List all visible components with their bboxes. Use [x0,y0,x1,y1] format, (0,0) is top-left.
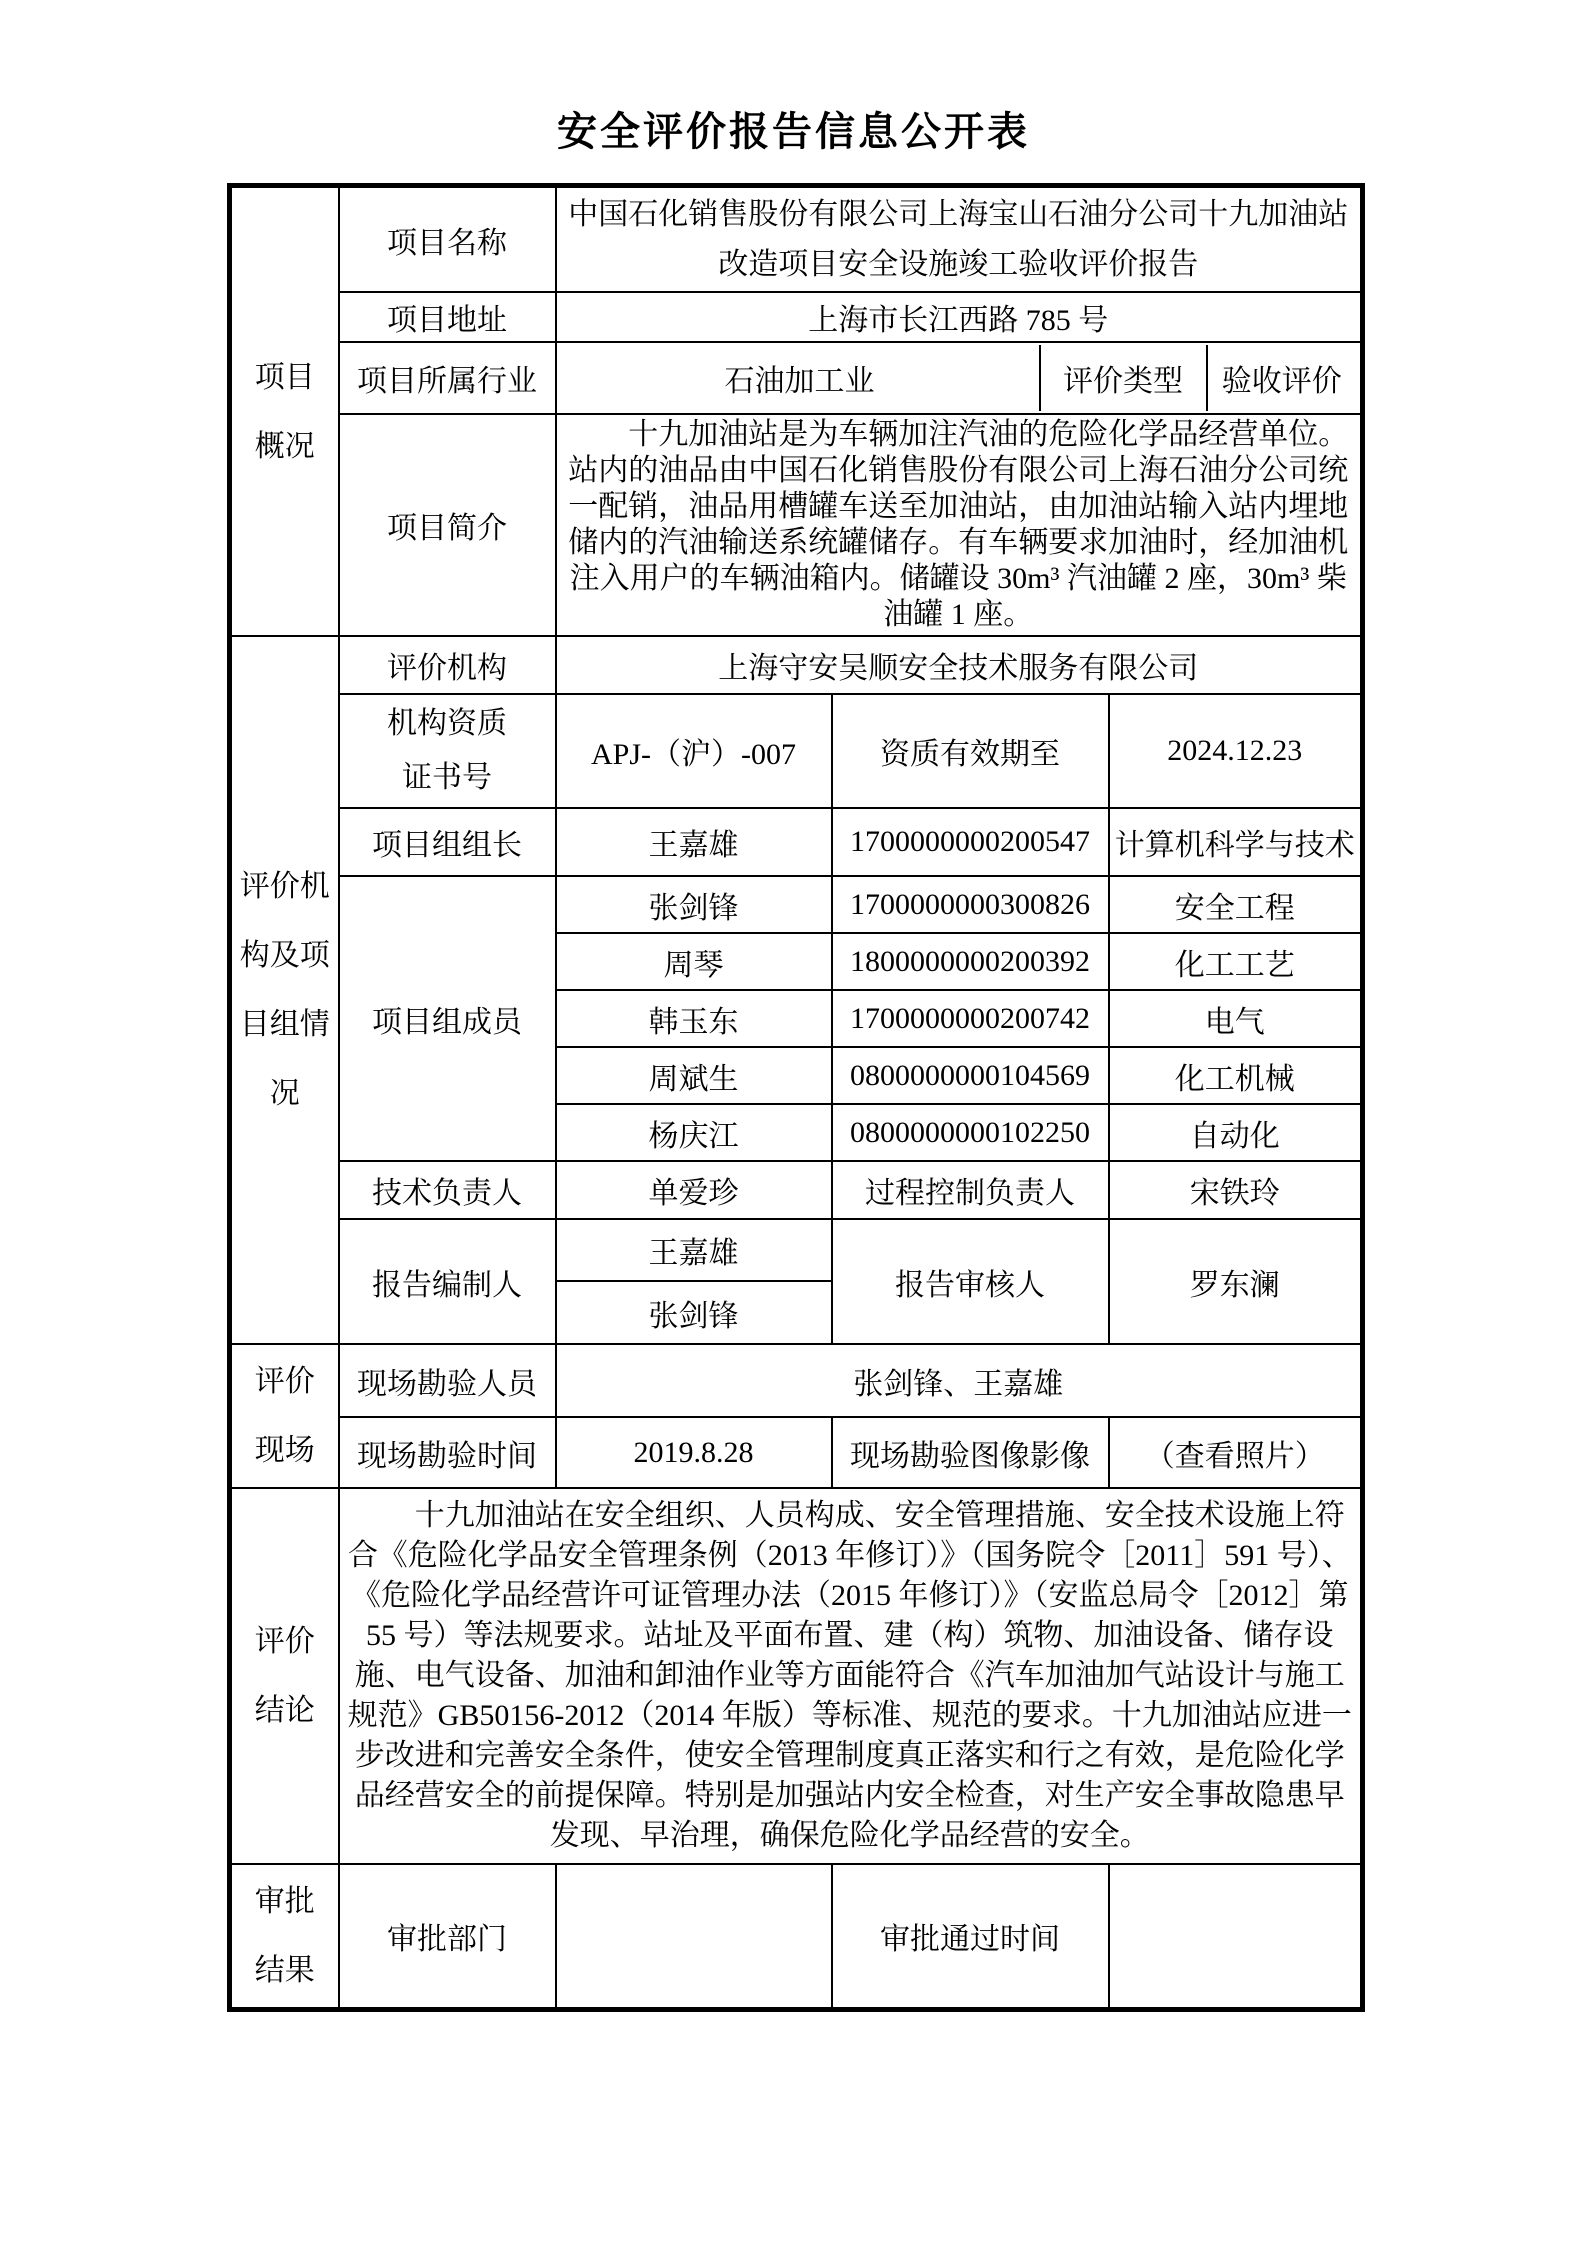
field-label-project-intro: 项目简介 [339,414,556,636]
member-name: 周琴 [556,933,832,990]
field-label-text: 机构资质证书号 [387,707,507,794]
table-row [230,292,1363,342]
project-intro-value: 十九加油站是为车辆加注汽油的危险化学品经营单位。站内的油品由中国石化销售股份有限公司上海石油分公司统一配销，油品用槽罐车送至加油站，由加油站输入站内埋地储内的汽油输送系统罐储存。有车辆要求加油时，经加油机注入用户的车辆油箱内。储罐设 30m³ 汽油罐 2 座，30m³ 柴油罐 1 座。 [556,414,1363,636]
agency-value: 上海守安吴顺安全技术服务有限公司 [556,636,1363,694]
leader-cert-no: 1700000000200547 [832,808,1109,876]
section-label-text: 评价现场 [254,1365,315,1467]
table-row [230,1864,1363,2010]
section-label-approval [230,1864,339,2010]
member-cert-no: 1700000000200742 [832,990,1109,1047]
table-row [230,1344,1363,1417]
section-label-org-team [230,636,339,1344]
field-label-qualification-no [339,694,556,808]
process-control-director-name: 宋铁玲 [1109,1161,1363,1219]
table-row [230,186,1363,293]
field-label-validity: 资质有效期至 [832,694,1109,808]
validity-date-value: 2024.12.23 [1109,694,1363,808]
section-label-conclusion [230,1488,339,1864]
table-row [230,808,1363,876]
table-row [230,1417,1363,1488]
table-row [230,342,1363,414]
field-label-site-personnel: 现场勘验人员 [339,1344,556,1417]
qualification-no-value: APJ-（沪）-007 [556,694,832,808]
section-label-text: 项目概况 [254,360,315,463]
member-name: 周斌生 [556,1047,832,1104]
compiler-name: 张剑锋 [556,1281,832,1344]
field-label-report-reviewer: 报告审核人 [832,1219,1109,1344]
field-label-project-address: 项目地址 [339,292,556,342]
leader-name: 王嘉雄 [556,808,832,876]
industry-value: 石油加工业 [724,365,875,398]
table-row [230,694,1363,808]
field-label-team-leader: 项目组组长 [339,808,556,876]
field-label-tech-director: 技术负责人 [339,1161,556,1219]
table-row [230,414,1363,636]
section-label-project-overview [230,186,339,637]
section-label-text: 审批结果 [254,1885,315,1987]
project-name-value: 中国石化销售股份有限公司上海宝山石油分公司十九加油站改造项目安全设施竣工验收评价报告 [556,186,1363,293]
section-label-site [230,1344,339,1488]
approval-dept-value [556,1864,832,2010]
site-personnel-value: 张剑锋、王嘉雄 [556,1344,1363,1417]
member-name: 张剑锋 [556,876,832,933]
site-time-value: 2019.8.28 [556,1417,832,1488]
field-label-industry: 项目所属行业 [339,342,556,414]
report-reviewer-name: 罗东澜 [1109,1219,1363,1344]
leader-specialty: 计算机科学与技术 [1109,808,1363,876]
member-specialty: 安全工程 [1109,876,1363,933]
field-label-approval-dept: 审批部门 [339,1864,556,2010]
field-label-site-time: 现场勘验时间 [339,1417,556,1488]
table-row [230,1219,1363,1281]
page-title: 安全评价报告信息公开表 [557,109,1030,154]
field-label-approval-time: 审批通过时间 [832,1864,1109,2010]
field-label-evaluation-type: 评价类型 [1039,345,1206,411]
approval-time-value [1109,1864,1363,2010]
section-label-text: 评价结论 [254,1625,315,1727]
member-specialty: 电气 [1109,990,1363,1047]
industry-row-cells [556,342,1363,414]
field-label-agency: 评价机构 [339,636,556,694]
tech-director-name: 单爱珍 [556,1161,832,1219]
member-cert-no: 1700000000300826 [832,876,1109,933]
conclusion-text: 十九加油站在安全组织、人员构成、安全管理措施、安全技术设施上符合《危险化学品安全管理条例（2013 年修订）》（国务院令［2011］591 号）、《危险化学品经营许可证管理办法（2015 年修订）》（安监总局令［2012］第 55 号）等法规要求。站址及平面布置、建（构）筑物、加油设备、储存设施、电气设备、加油和卸油作业等方面能符合《汽车加油加气站设计与施工规范》GB50156-2012（2014 年版）等标准、规范的要求。十九加油站应进一步改进和完善安全条件，使安全管理制度真正落实和行之有效，是危险化学品经营安全的前提保障。特别是加强站内安全检查，对生产安全事故隐患早发现、早治理，确保危险化学品经营的安全。 [339,1488,1363,1864]
member-name: 杨庆江 [556,1104,832,1161]
compiler-name: 王嘉雄 [556,1219,832,1281]
table-row [230,1161,1363,1219]
table-row [230,1488,1363,1864]
table-row [230,636,1363,694]
field-label-report-compilers: 报告编制人 [339,1219,556,1344]
field-label-site-media: 现场勘验图像影像 [832,1417,1109,1488]
member-cert-no: 1800000000200392 [832,933,1109,990]
member-row [230,876,1363,933]
disclosure-table [227,183,1365,2012]
project-address-value: 上海市长江西路 785 号 [556,292,1363,342]
site-media-value: （查看照片） [1109,1417,1363,1488]
member-cert-no: 0800000000102250 [832,1104,1109,1161]
member-specialty: 化工工艺 [1109,933,1363,990]
field-label-project-name: 项目名称 [339,186,556,293]
section-label-text: 评价机构及项目组情况 [239,870,330,1110]
field-label-team-members: 项目组成员 [339,876,556,1161]
member-specialty: 化工机械 [1109,1047,1363,1104]
member-cert-no: 0800000000104569 [832,1047,1109,1104]
member-name: 韩玉东 [556,990,832,1047]
evaluation-type-value: 验收评价 [1206,345,1357,411]
member-specialty: 自动化 [1109,1104,1363,1161]
field-label-process-control-director: 过程控制负责人 [832,1161,1109,1219]
